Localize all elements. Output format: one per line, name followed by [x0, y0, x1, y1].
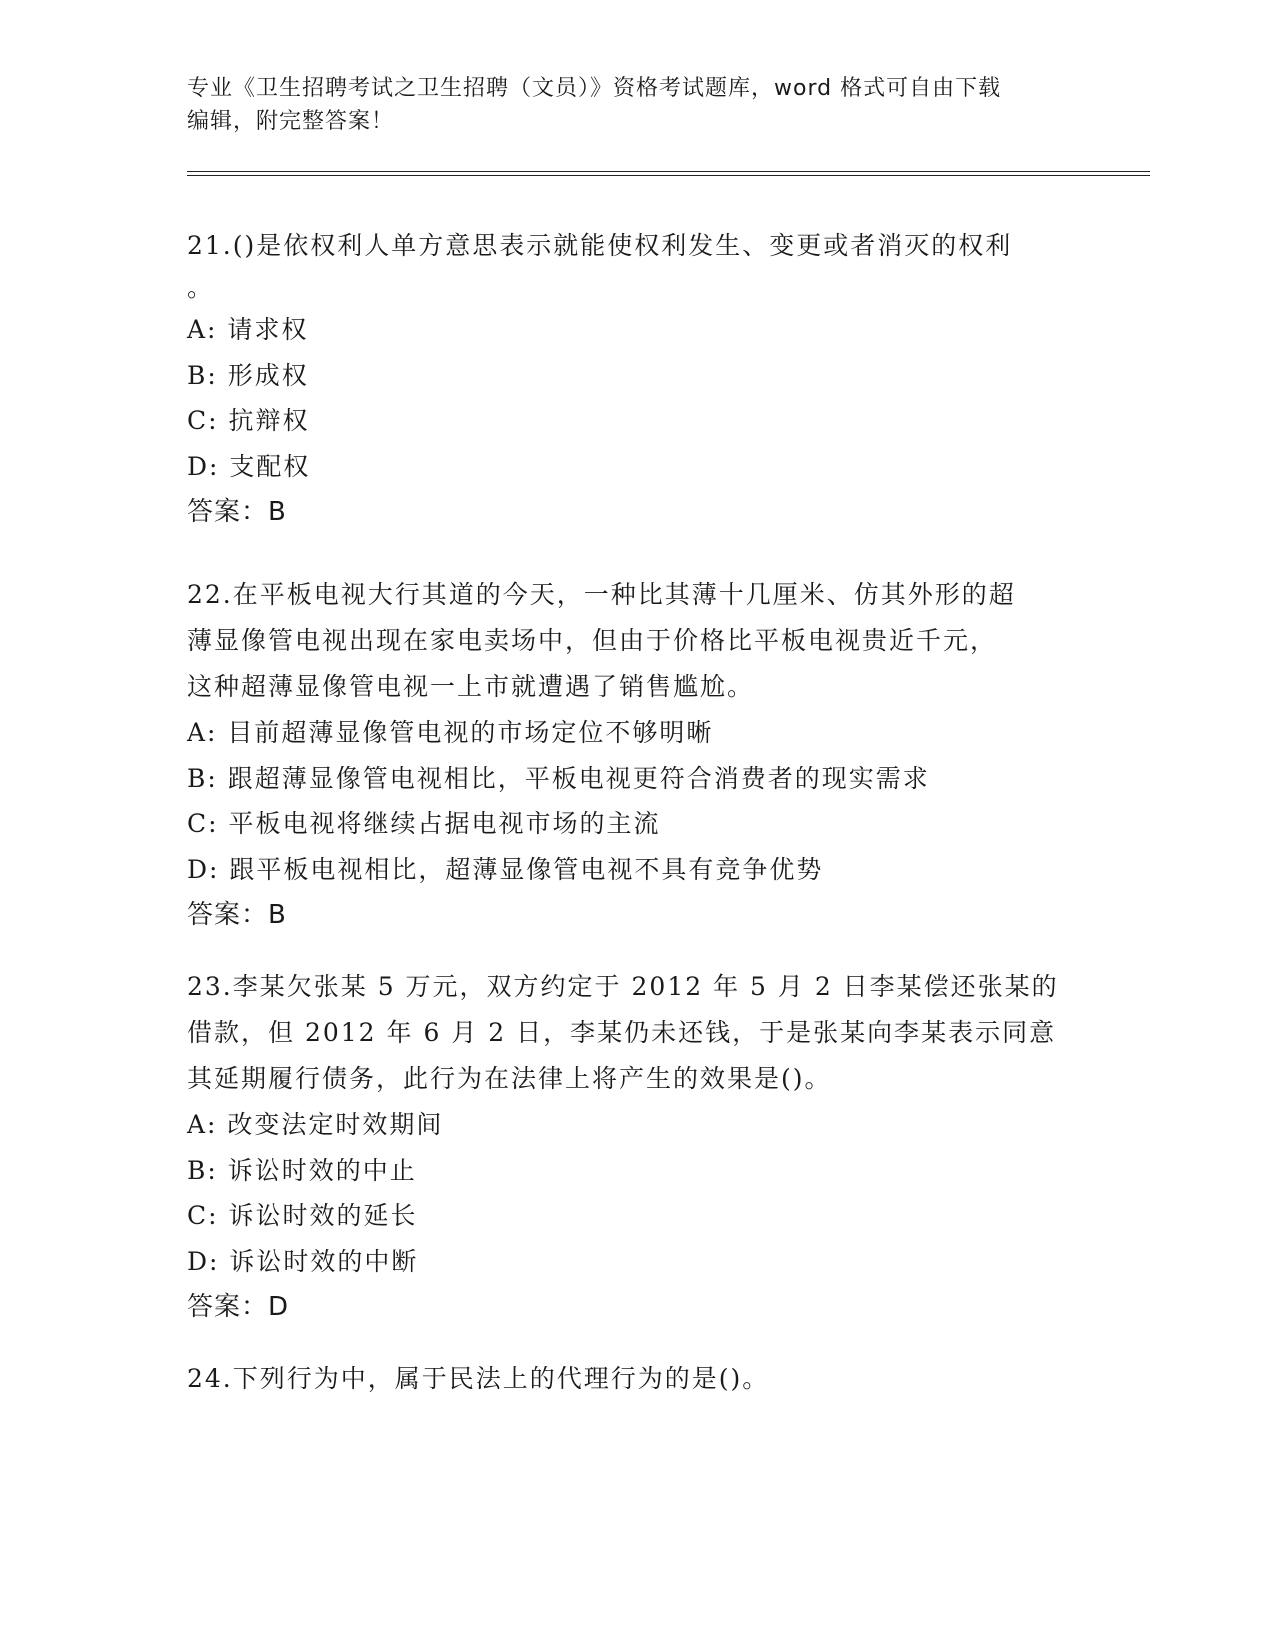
question-stem-line: 薄显像管电视出现在家电卖场中，但由于价格比平板电视贵近千元，: [187, 626, 998, 655]
option-c: C: 抗辩权: [187, 406, 310, 435]
header-line-2: 编辑，附完整答案！: [187, 109, 395, 134]
header-line-1: 专业《卫生招聘考试之卫生招聘（文员）》资格考试题库，word 格式可自由下载: [187, 76, 1002, 101]
option-b: B: 跟超薄显像管电视相比，平板电视更符合消费者的现实需求: [187, 763, 930, 793]
answer-label: 答案：B: [187, 497, 287, 527]
option-b: B: 形成权: [187, 360, 309, 390]
header-divider-bottom: [187, 175, 1150, 176]
question-stem-line: 借款，但 2012 年 6 月 2 日，李某仍未还钱，于是张某向李某表示同意: [187, 1018, 1057, 1047]
question-22: [187, 572, 1087, 938]
answer-label: 答案：D: [187, 1292, 290, 1322]
question-stem-line: 21.()是依权利人单方意思表示就能使权利发生、变更或者消灭的权利: [187, 231, 1013, 260]
option-a: A: 目前超薄显像管电视的市场定位不够明晰: [187, 718, 714, 747]
question-24: [187, 1356, 1087, 1402]
question-21: [187, 223, 1087, 535]
answer-label: 答案：B: [187, 900, 287, 930]
option-a: A: 请求权: [187, 315, 309, 344]
question-stem-line: 。: [187, 273, 215, 302]
document-header: [187, 72, 1087, 138]
option-d: D: 诉讼时效的中断: [187, 1246, 419, 1276]
question-23: [187, 964, 1087, 1330]
option-b: B: 诉讼时效的中止: [187, 1155, 417, 1185]
question-stem-line: 这种超薄显像管电视一上市就遭遇了销售尴尬。: [187, 672, 755, 701]
option-d: D: 跟平板电视相比，超薄显像管电视不具有竞争优势: [187, 854, 824, 884]
option-c: C: 平板电视将继续占据电视市场的主流: [187, 809, 661, 838]
option-a: A: 改变法定时效期间: [187, 1110, 444, 1139]
question-stem-line: 22.在平板电视大行其道的今天，一种比其薄十几厘米、仿其外形的超: [187, 580, 1016, 609]
option-d: D: 支配权: [187, 451, 311, 481]
header-divider-top: [187, 171, 1150, 172]
question-stem-line: 24.下列行为中，属于民法上的代理行为的是()。: [187, 1364, 770, 1393]
question-stem-line: 23.李某欠张某 5 万元，双方约定于 2012 年 5 月 2 日李某偿还张某的: [187, 972, 1059, 1001]
question-stem-line: 其延期履行债务，此行为在法律上将产生的效果是()。: [187, 1064, 832, 1093]
option-c: C: 诉讼时效的延长: [187, 1201, 418, 1230]
